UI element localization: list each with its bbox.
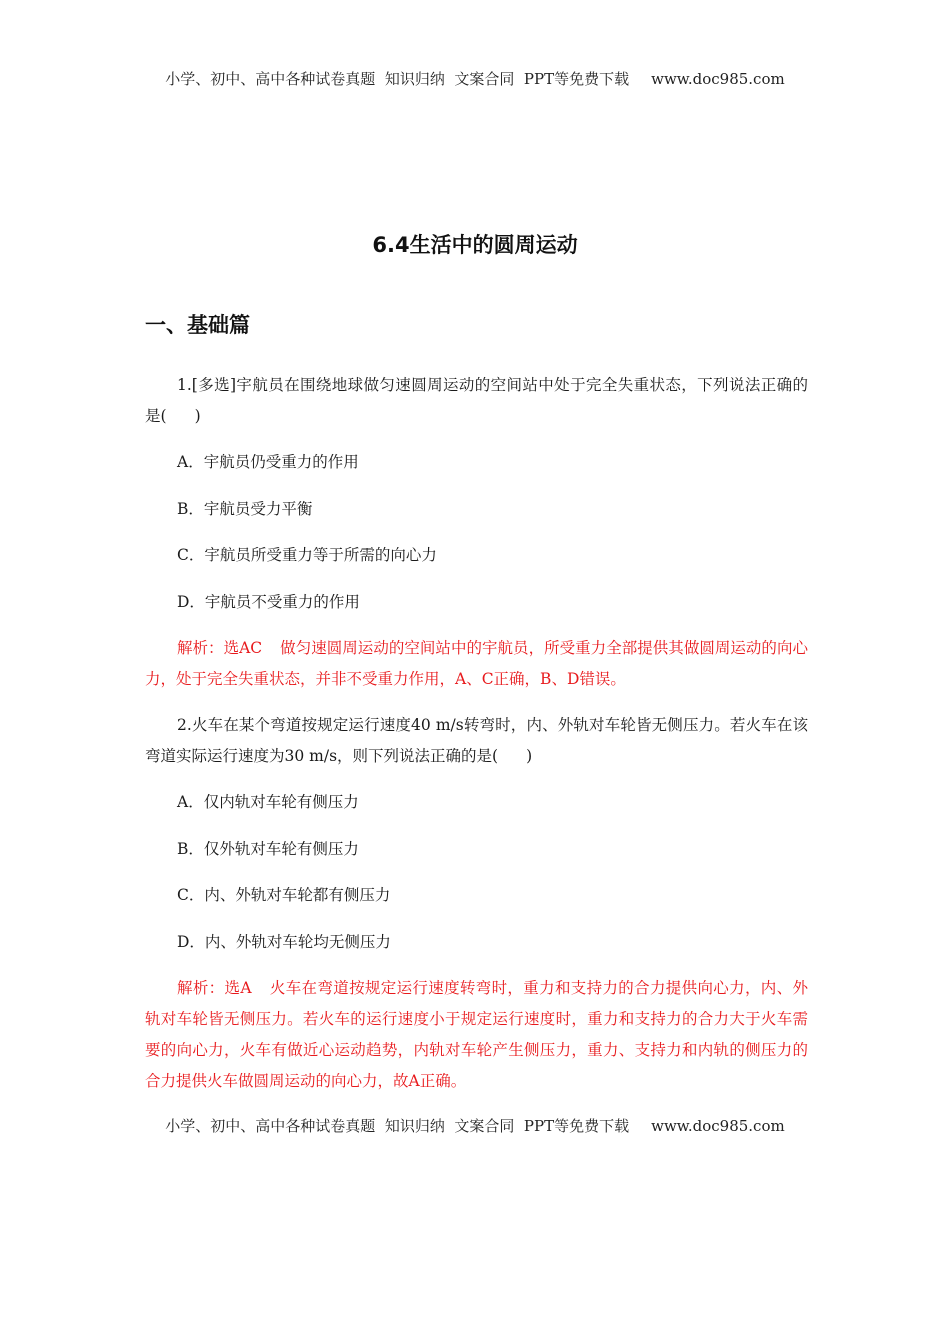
answer-explanation: [145, 973, 808, 1097]
option-b: B．仅外轨对车轮有侧压力: [177, 839, 359, 858]
answer-text: 做匀速圆周运动的空间站中的宇航员，所受重力全部提供其做圆周运动的向心力，处于完全失重状态，并非不受重力作用，A、C正确，B、D错误。: [145, 639, 808, 688]
option-d: D．宇航员不受重力的作用: [177, 592, 360, 611]
question-stem-text: 2.火车在某个弯道按规定运行速度40 m/s转弯时，内、外轨对车轮皆无侧压力。若火车在该弯道实际运行速度为30 m/s，则下列说法正确的是(: [145, 716, 808, 765]
header-text: 小学、初中、高中各种试卷真题 知识归纳 文案合同 PPT等免费下载: [165, 70, 630, 88]
question-stem: [145, 370, 808, 432]
answer-choice: 解析：选AC: [177, 639, 263, 657]
option-a: A．仅内轨对车轮有侧压力: [177, 793, 359, 811]
section-heading: 一、基础篇: [145, 313, 250, 337]
question-stem-text: 1.[多选]宇航员在围绕地球做匀速圆周运动的空间站中处于完全失重状态，下列说法正确的是(: [145, 376, 808, 425]
question-list: [145, 370, 808, 1112]
option-a: A．宇航员仍受重力的作用: [177, 453, 359, 471]
footer-url[interactable]: www.doc985.com: [651, 1117, 785, 1135]
footer-text: 小学、初中、高中各种试卷真题 知识归纳 文案合同 PPT等免费下载: [165, 1117, 630, 1135]
question-stem-close: ): [194, 407, 201, 425]
page-footer: [0, 1115, 950, 1136]
option-d: D．内、外轨对车轮均无侧压力: [177, 932, 391, 951]
option-b: B．宇航员受力平衡: [177, 499, 313, 518]
question-1: [145, 370, 808, 695]
question-2: [145, 710, 808, 1097]
header-url[interactable]: www.doc985.com: [651, 70, 785, 88]
option-c: C．宇航员所受重力等于所需的向心力: [177, 546, 437, 564]
answer-explanation: [145, 633, 808, 695]
page-header: [0, 68, 950, 89]
answer-text: 火车在弯道按规定运行速度转弯时，重力和支持力的合力提供向心力，内、外轨对车轮皆无侧压力。若火车的运行速度小于规定运行速度时，重力和支持力的合力大于火车需要的向心力，火车有做近心运动趋势，内轨对车轮产生侧压力，重力、支持力和内轨的侧压力的合力提供火车做圆周运动的向心力，故A正确。: [145, 979, 808, 1090]
option-c: C．内、外轨对车轮都有侧压力: [177, 886, 391, 904]
question-stem-close: ): [526, 747, 533, 765]
answer-choice: 解析：选A: [177, 979, 252, 997]
question-stem: [145, 710, 808, 772]
document-title: 6.4生活中的圆周运动: [372, 233, 578, 257]
